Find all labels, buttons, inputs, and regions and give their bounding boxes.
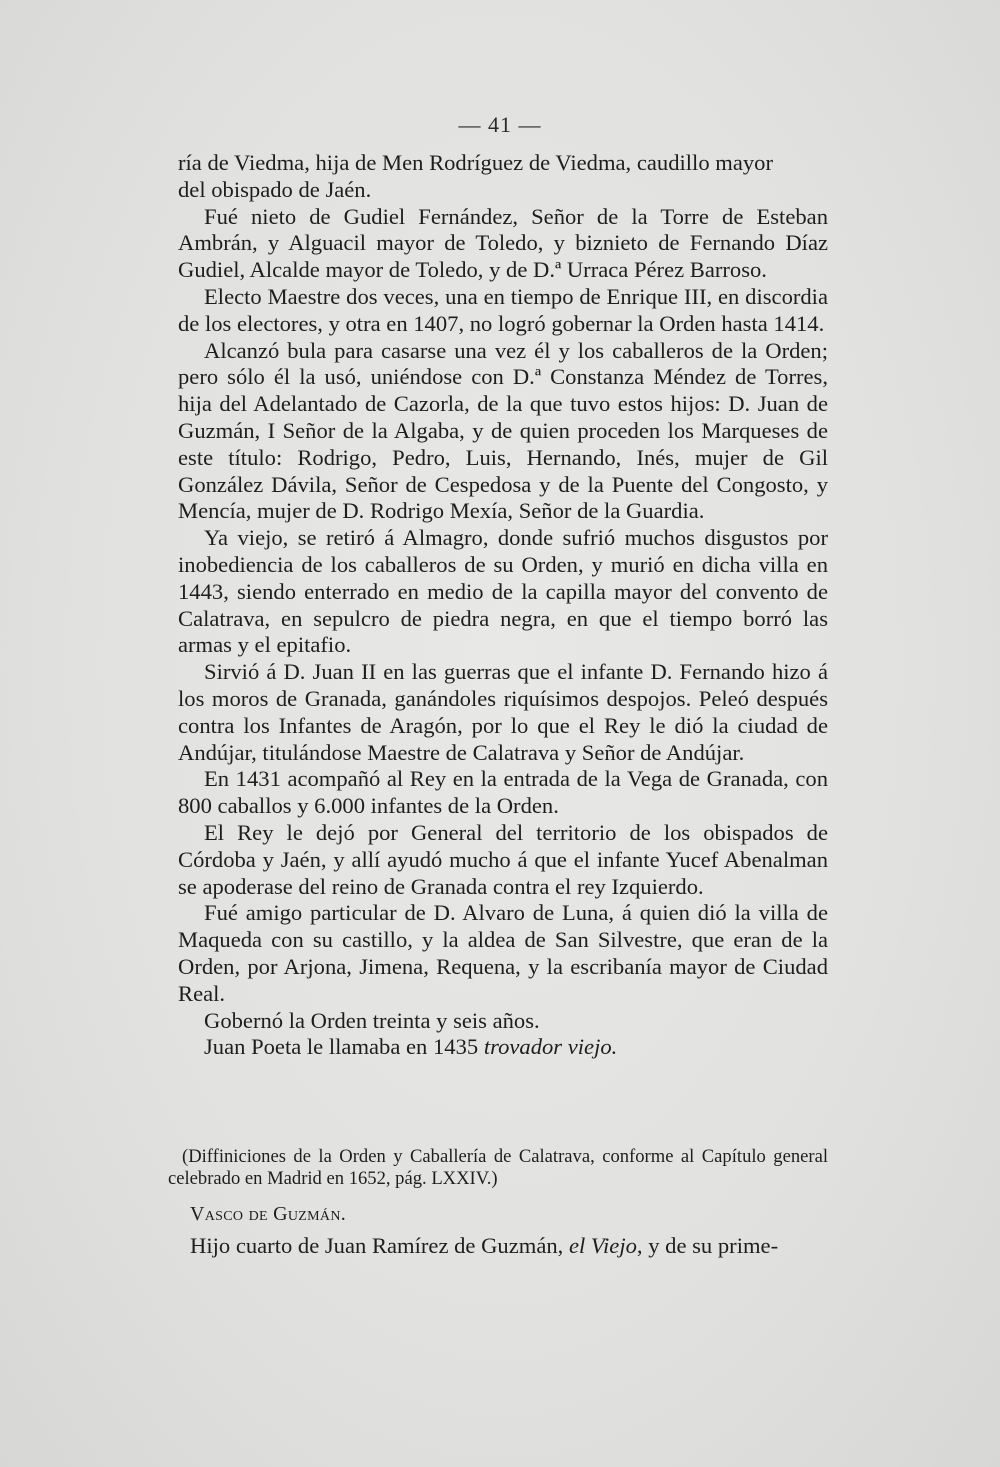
paragraph-1: [178, 150, 828, 204]
section-line-suffix: , y de su prime-: [636, 1233, 779, 1258]
main-text: [178, 150, 828, 1061]
paragraph-10: Gobernó la Orden treinta y seis años.: [204, 1007, 540, 1033]
section-line-italic: el Viejo: [568, 1233, 637, 1258]
page-number: — 41 —: [458, 112, 542, 137]
paragraph-3: Electo Maestre dos veces, una en tiempo de Enrique III, en discordia de los electores, y otra en 1407, no logró gobernar la Orden hasta 1414.: [178, 283, 828, 336]
paragraph-7: En 1431 acompañó al Rey en la entrada de la Vega de Granada, con 800 caballos y 6.000 infantes de la Orden.: [178, 766, 828, 819]
paragraph-6: Sirvió á D. Juan II en las guerras que el infante D. Fernando hizo á los moros de Granada, ganándoles riquísimos despojos. Peleó después contra los Infantes de Aragón, por lo que el Rey le dió la ciudad de Andújar, titulándose Maestre de Calatrava y Señor de Andújar.: [178, 659, 828, 765]
paragraph-4: Alcanzó bula para casarse una vez él y los caballeros de la Orden; pero sólo él la usó, uniéndose con D.ª Constanza Méndez de Torres, hija del Adelantado de Cazorla, de la que tuvo estos hijos: D. Juan de Guzmán, I Señor de la Algaba, y de quien proceden los Marqueses de este título: Rodrigo, Pedro, Luis, Hernando, Inés, mujer de Gil González Dávila, Señor de Cespedosa y de la Puente del Congosto, y Mencía, mujer de D. Rodrigo Mexía, Señor de la Guardia.: [178, 337, 828, 524]
paragraph-1-line-2: del obispado de Jaén.: [178, 176, 372, 202]
paragraph-11: [178, 1034, 828, 1061]
section-heading: Vasco de Guzmán.: [190, 1203, 347, 1225]
source-note: (Diffiniciones de la Orden y Caballería de Calatrava, conforme al Capítulo general celebrado en Madrid en 1652, pág. LXXIV.): [168, 1146, 828, 1189]
paragraph-11-text: Juan Poeta le llamaba en 1435: [204, 1034, 484, 1060]
paragraph-1-line-1: ría de Viedma, hija de Men Rodríguez de Viedma, caudillo mayor: [178, 150, 774, 175]
paragraph-5: Ya viejo, se retiró á Almagro, donde sufrió muchos disgustos por inobediencia de los caballeros de su Orden, y murió en dicha villa en 1443, siendo enterrado en medio de la capilla mayor del convento de Calatrava, en sepulcro de piedra negra, en que el tiempo borró las armas y el epitafio.: [178, 525, 828, 658]
paragraph-11-italic: trovador viejo.: [483, 1034, 618, 1060]
paragraph-2: Fué nieto de Gudiel Fernández, Señor de la Torre de Esteban Ambrán, y Alguacil mayor de Toledo, y biznieto de Fernando Díaz Gudiel, Alcalde mayor de Toledo, y de D.ª Urraca Pérez Barroso.: [178, 203, 828, 283]
section-line-text: Hijo cuarto de Juan Ramírez de Guzmán,: [190, 1233, 569, 1258]
paragraph-9: Fué amigo particular de D. Alvaro de Luna, á quien dió la villa de Maqueda con su castillo, y la aldea de San Silvestre, que eran de la Orden, por Arjona, Jimena, Requena, y la escribanía mayor de Ciudad Real.: [178, 900, 828, 1006]
section-first-line: [190, 1233, 820, 1260]
paragraph-8: El Rey le dejó por General del territorio de los obispados de Córdoba y Jaén, y allí ayudó mucho á que el infante Yucef Abenalman se apoderase del reino de Granada contra el rey Izquierdo.: [178, 819, 828, 899]
